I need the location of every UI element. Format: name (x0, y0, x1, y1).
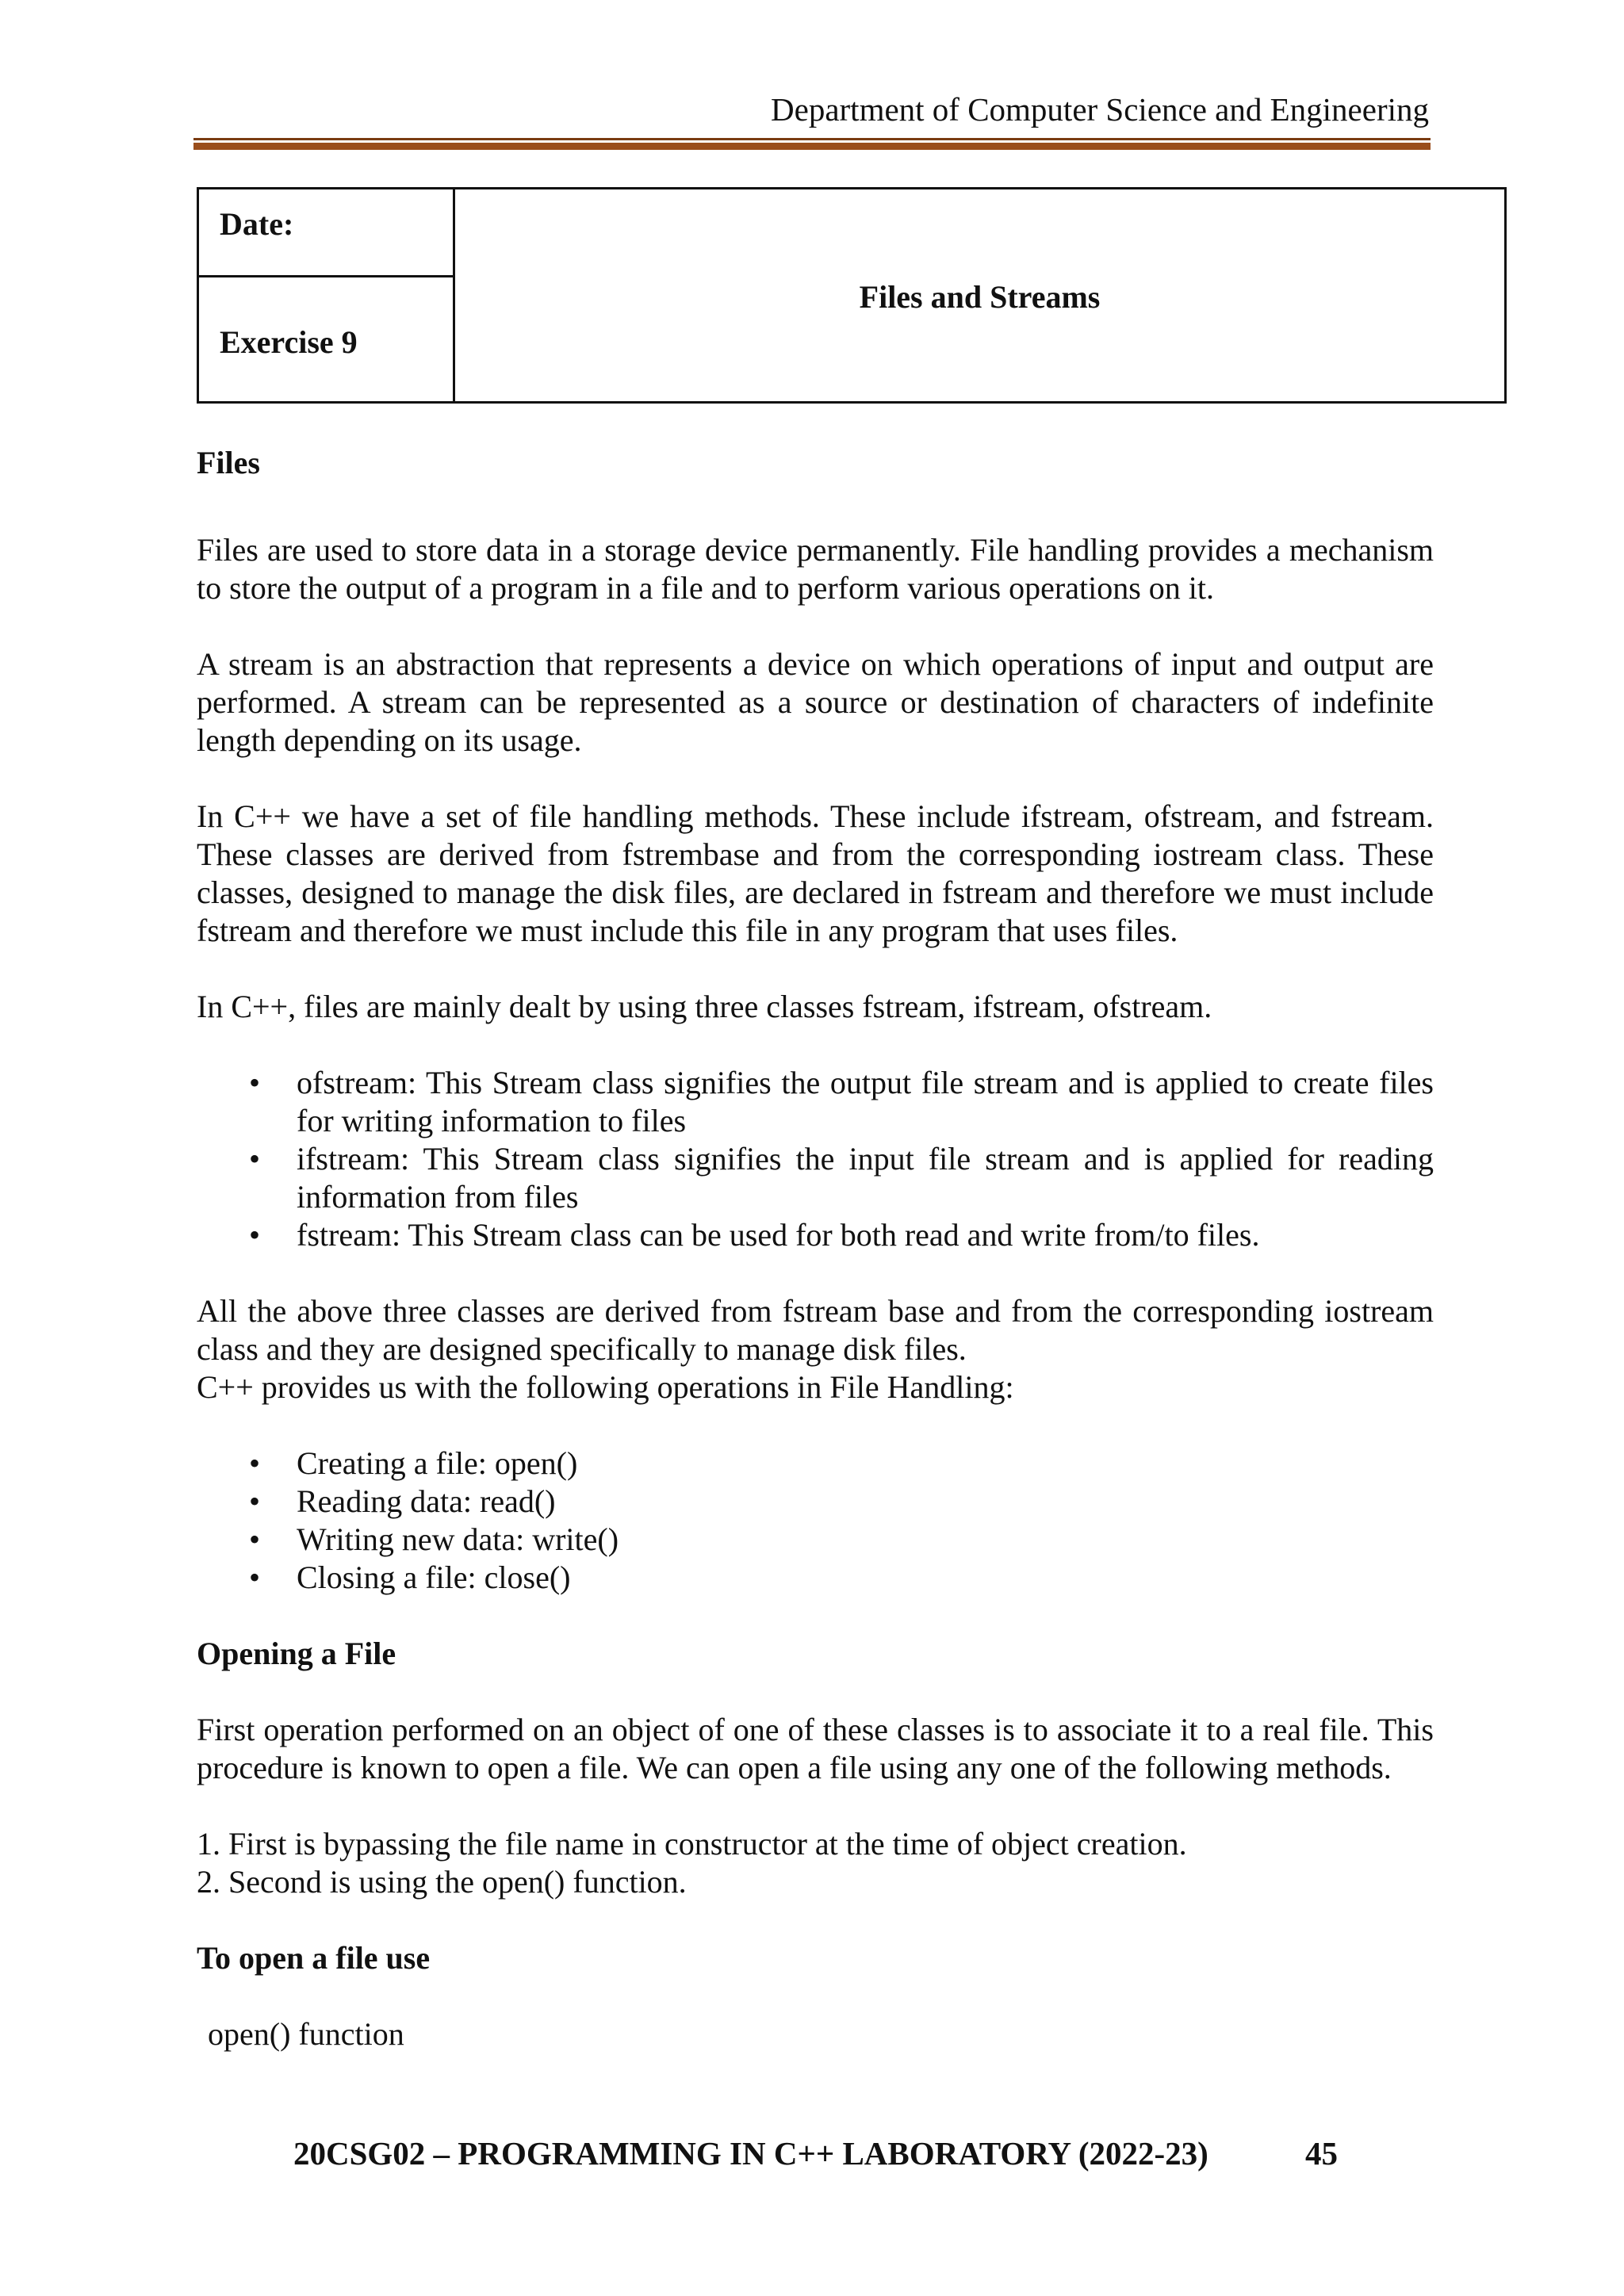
paragraph-three-classes: In C++, files are mainly dealt by using three classes fstream, ifstream, ofstream. (197, 989, 1212, 1024)
list-item: • Closing a file: close() (297, 1559, 1434, 1597)
department-header: Department of Computer Science and Engineering (771, 91, 1429, 128)
opening-file-heading: Opening a File (197, 1636, 396, 1671)
list-item: • ifstream: This Stream class signifies the input file stream and is applied for reading information from files (297, 1140, 1434, 1216)
to-open-heading: To open a file use (197, 1940, 431, 1976)
paragraph-methods: In C++ we have a set of file handling methods. These include ifstream, ofstream, and fstream. These classes are derived from fstrembase and from the corresponding iostream class. These classes, designed to manage the disk files, are declared in fstream and therefore we must include fstream and therefore we must include this file in any program that uses files. (197, 798, 1434, 948)
exercise-header-table (197, 187, 1507, 404)
exercise-label: Exercise 9 (220, 324, 358, 360)
list-item: • Reading data: read() (297, 1483, 1434, 1521)
files-heading: Files (197, 445, 260, 480)
header-rule-thin (193, 138, 1431, 140)
document-body (197, 444, 1434, 2053)
exercise-title: Files and Streams (859, 279, 1101, 315)
list-item: • ofstream: This Stream class signifies the output file stream and is applied to create files for writing information to files (297, 1064, 1434, 1140)
exercise-cell (198, 277, 454, 403)
paragraph-files-intro: Files are used to store data in a storage device permanently. File handling provides a mechanism to store the output of a program in a file and to perform various operations on it. (197, 532, 1434, 606)
open-function-text: open() function (208, 2016, 404, 2052)
list-item: • Writing new data: write() (297, 1521, 1434, 1559)
date-cell (198, 189, 454, 277)
page-number: 45 (1305, 2135, 1338, 2172)
method-two: 2. Second is using the open() function. (197, 1864, 687, 1900)
operations-list (197, 1445, 1434, 1597)
date-label: Date: (220, 206, 294, 242)
classes-list (197, 1064, 1434, 1254)
method-one: 1. First is bypassing the file name in constructor at the time of object creation. (197, 1826, 1187, 1862)
paragraph-operations-intro: C++ provides us with the following operations in File Handling: (197, 1369, 1014, 1405)
list-item: • fstream: This Stream class can be used for both read and write from/to files. (297, 1216, 1434, 1254)
paragraph-derived-classes: All the above three classes are derived from fstream base and from the corresponding iostream class and they are designed specifically to manage disk files. (197, 1293, 1434, 1367)
header-rule-thick (193, 143, 1431, 150)
paragraph-opening-file: First operation performed on an object of one of these classes is to associate it to a real file. This procedure is known to open a file. We can open a file using any one of the following methods. (197, 1712, 1434, 1785)
list-item: • Creating a file: open() (297, 1445, 1434, 1483)
paragraph-stream: A stream is an abstraction that represents a device on which operations of input and output are performed. A stream can be represented as a source or destination of characters of indefinite length depending on its usage. (197, 646, 1434, 758)
title-cell (454, 189, 1506, 403)
footer-course-title: 20CSG02 – PROGRAMMING IN C++ LABORATORY (2022-23) (293, 2135, 1208, 2172)
